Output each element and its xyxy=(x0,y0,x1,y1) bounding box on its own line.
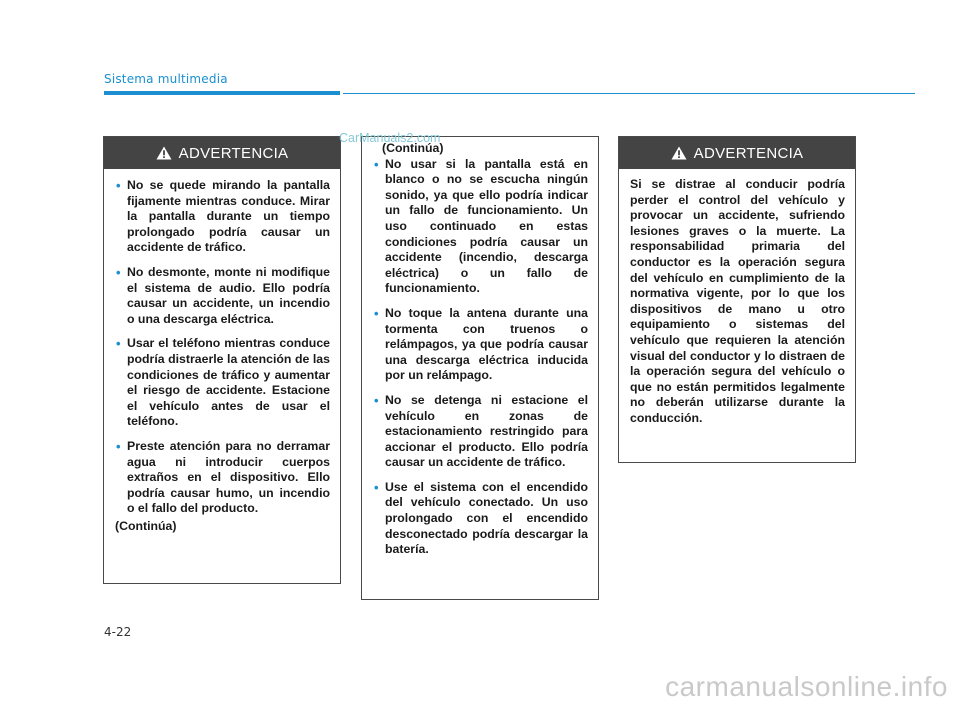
site-watermark: carmanualsonline.info xyxy=(665,671,948,702)
list-item: • No desmonte, monte ni modifique el sistema de audio. Ello podría causar un accidente, un incendio o una descarga eléctrica. xyxy=(116,264,330,326)
bullet-icon: • xyxy=(374,479,379,495)
warning-box-left xyxy=(103,136,341,584)
warning-box-middle xyxy=(361,136,599,600)
warning-triangle-icon xyxy=(156,146,172,160)
header-rule-thin xyxy=(343,93,915,94)
warning-heading: ADVERTENCIA xyxy=(178,144,289,162)
warning-text: Si se distrae al conducir podría perder el control del vehículo y provocar un accidente, sufriendo lesiones graves o la muerte. La responsabilidad primaria del conductor es la operación segura del vehículo en cumplimiento de la normativa vigente, por lo que los dispositivos de mano u otro equipamiento o sistemas del vehículo que requieren la atención visual del conductor y lo distraen de la operación segura del vehículo o que no están permitidos legalmente no deberán utilizarse durante la conducción. xyxy=(630,177,845,425)
list-item: • No se detenga ni estacione el vehículo en zonas de estacionamiento restringido para accionar el producto. Ello podría causar un accidente de tráfico. xyxy=(374,392,588,470)
warning-triangle-icon xyxy=(671,146,687,160)
continued-label: (Continúa) xyxy=(382,141,444,155)
list-item: • Preste atención para no derramar agua ni introducir cuerpos extraños en el dispositivo. Ello podría causar humo, un incendio o el fallo del producto. xyxy=(116,438,330,516)
warning-box-left-header xyxy=(104,137,340,169)
continued-label: (Continúa) xyxy=(115,518,177,533)
list-item: • Use el sistema con el encendido del vehículo conectado. Un uso prolongado con el encendido desconectado podría descargar la batería. xyxy=(374,479,588,557)
bullet-icon: • xyxy=(374,305,379,321)
list-item: • No usar si la pantalla está en blanco o no se escucha ningún sonido, ya que ello podría indicar un fallo de funcionamiento. Un uso continuado en estas condiciones podría causar un accidente (incendio, descarga eléctrica) o un fallo de funcionamiento. xyxy=(374,156,588,296)
page-number: 4-22 xyxy=(104,625,132,639)
bullet-icon: • xyxy=(116,178,121,193)
bullet-icon: • xyxy=(374,156,379,172)
watermark: CarManuals2.com xyxy=(339,131,441,145)
list-item: • No toque la antena durante una tormenta con truenos o relámpagos, ya que podría causar una descarga eléctrica inducida por un relámpago. xyxy=(374,305,588,383)
header-rule-thick xyxy=(104,91,340,95)
bullet-icon: • xyxy=(116,336,121,352)
bullet-icon: • xyxy=(374,392,379,408)
section-title: Sistema multimedia xyxy=(104,72,228,86)
warning-heading: ADVERTENCIA xyxy=(693,144,804,162)
list-item: • Usar el teléfono mientras conduce podría distraerle la atención de las condiciones de tráfico y aumentar el riesgo de accidente. Estacione el vehículo antes de usar el teléfono. xyxy=(116,336,330,429)
bullet-icon: • xyxy=(116,438,121,454)
warning-box-right-header xyxy=(619,137,855,169)
list-item: • No se quede mirando la pantalla fijamente mientras conduce. Mirar la pantalla durante un tiempo prolongado podría causar un accidente de tráfico. xyxy=(116,178,330,255)
warning-box-right xyxy=(618,136,856,463)
bullet-icon: • xyxy=(116,264,121,280)
